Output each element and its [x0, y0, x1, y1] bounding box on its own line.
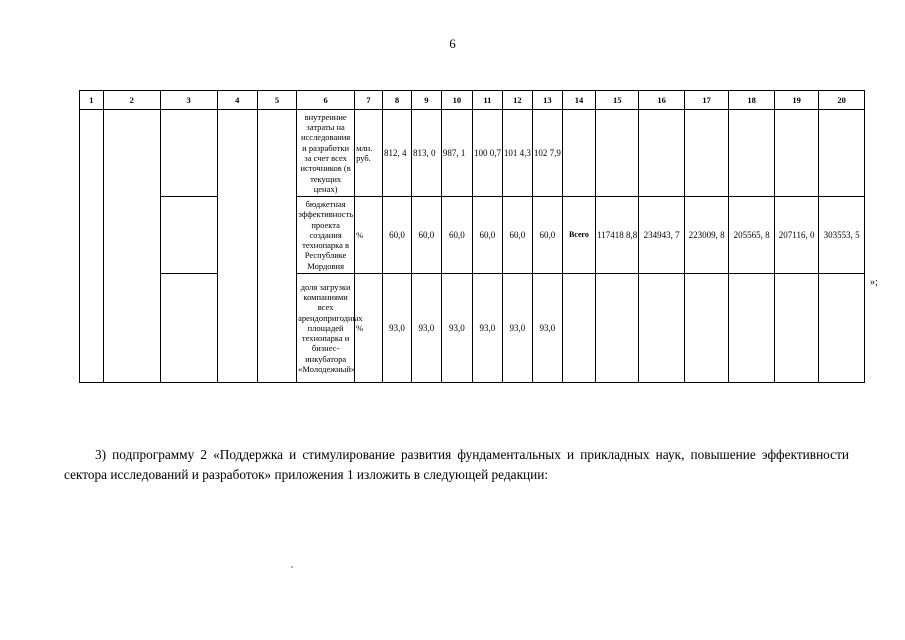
header-cell: 4 [217, 91, 257, 110]
header-cell: 11 [472, 91, 502, 110]
table-header-row [80, 91, 865, 110]
value-cell: 60,0 [441, 197, 472, 274]
total-value-cell [684, 274, 728, 383]
header-cell: 3 [160, 91, 217, 110]
header-cell: 20 [819, 91, 865, 110]
program-table [79, 90, 865, 383]
empty-cell [257, 110, 296, 383]
value-cell: 93,0 [411, 274, 441, 383]
total-value-cell [729, 110, 775, 197]
value-cell: 60,0 [532, 197, 562, 274]
header-cell: 15 [595, 91, 638, 110]
scan-speck [291, 566, 293, 568]
value-cell: 93,0 [382, 274, 411, 383]
total-value-cell: 205565, 8 [729, 197, 775, 274]
total-value-cell: 117418 8,8 [595, 197, 638, 274]
unit-cell: % [355, 274, 383, 383]
value-cell: 93,0 [441, 274, 472, 383]
total-value-cell [729, 274, 775, 383]
total-value-cell [595, 274, 638, 383]
total-value-cell [774, 110, 818, 197]
indicator-cell: доля загрузки компаниями всех арендопригодных площадей технопарка и бизнес-инкубатора «Молодежный» [297, 274, 355, 383]
header-cell: 18 [729, 91, 775, 110]
total-value-cell: 207116, 0 [774, 197, 818, 274]
total-value-cell: 223009, 8 [684, 197, 728, 274]
header-cell: 14 [562, 91, 595, 110]
header-cell: 9 [411, 91, 441, 110]
unit-cell: % [355, 197, 383, 274]
unit-cell: млн. руб. [355, 110, 383, 197]
value-cell: 93,0 [472, 274, 502, 383]
value-cell: 813, 0 [411, 110, 441, 197]
table-row [80, 274, 865, 383]
total-value-cell [819, 110, 865, 197]
indicator-cell: внутренние затраты на исследования и разработки за счет всех источников (в текущих ценах) [297, 110, 355, 197]
total-value-cell [639, 110, 685, 197]
empty-cell [160, 197, 217, 274]
closing-quote-mark: »; [870, 277, 878, 288]
value-cell: 987, 1 [441, 110, 472, 197]
header-cell: 8 [382, 91, 411, 110]
header-cell: 17 [684, 91, 728, 110]
page-number: 6 [449, 36, 456, 51]
table-row [80, 110, 865, 197]
indicator-cell: бюджетная эффективность проекта создания технопарка в Республике Мордовия [297, 197, 355, 274]
value-cell: 101 4,3 [502, 110, 532, 197]
empty-cell [103, 110, 160, 383]
total-label-cell [562, 110, 595, 197]
header-cell: 5 [257, 91, 296, 110]
value-cell: 60,0 [472, 197, 502, 274]
value-cell: 60,0 [502, 197, 532, 274]
value-cell: 93,0 [502, 274, 532, 383]
value-cell: 60,0 [411, 197, 441, 274]
header-cell: 10 [441, 91, 472, 110]
empty-cell [80, 110, 104, 383]
total-value-cell [819, 274, 865, 383]
total-value-cell [595, 110, 638, 197]
empty-cell [160, 110, 217, 197]
header-cell: 6 [297, 91, 355, 110]
total-value-cell: 234943, 7 [639, 197, 685, 274]
header-cell: 1 [80, 91, 104, 110]
empty-cell [217, 110, 257, 383]
value-cell: 60,0 [382, 197, 411, 274]
header-cell: 16 [639, 91, 685, 110]
total-label-cell [562, 274, 595, 383]
total-label-cell: Всего [562, 197, 595, 274]
table-row [80, 197, 865, 274]
header-cell: 19 [774, 91, 818, 110]
amendment-paragraph: 3) подпрограмму 2 «Поддержка и стимулирование развития фундаментальных и прикладных наук, повышение эффективности сектора исследований и разработок» приложения 1 изложить в следующей редакции: [64, 447, 849, 482]
value-cell: 812, 4 [382, 110, 411, 197]
empty-cell [160, 274, 217, 383]
header-cell: 2 [103, 91, 160, 110]
total-value-cell [684, 110, 728, 197]
header-cell: 13 [532, 91, 562, 110]
value-cell: 102 7,9 [532, 110, 562, 197]
total-value-cell [774, 274, 818, 383]
total-value-cell [639, 274, 685, 383]
header-cell: 12 [502, 91, 532, 110]
header-cell: 7 [355, 91, 383, 110]
total-value-cell: 303553, 5 [819, 197, 865, 274]
value-cell: 93,0 [532, 274, 562, 383]
value-cell: 100 0,7 [472, 110, 502, 197]
